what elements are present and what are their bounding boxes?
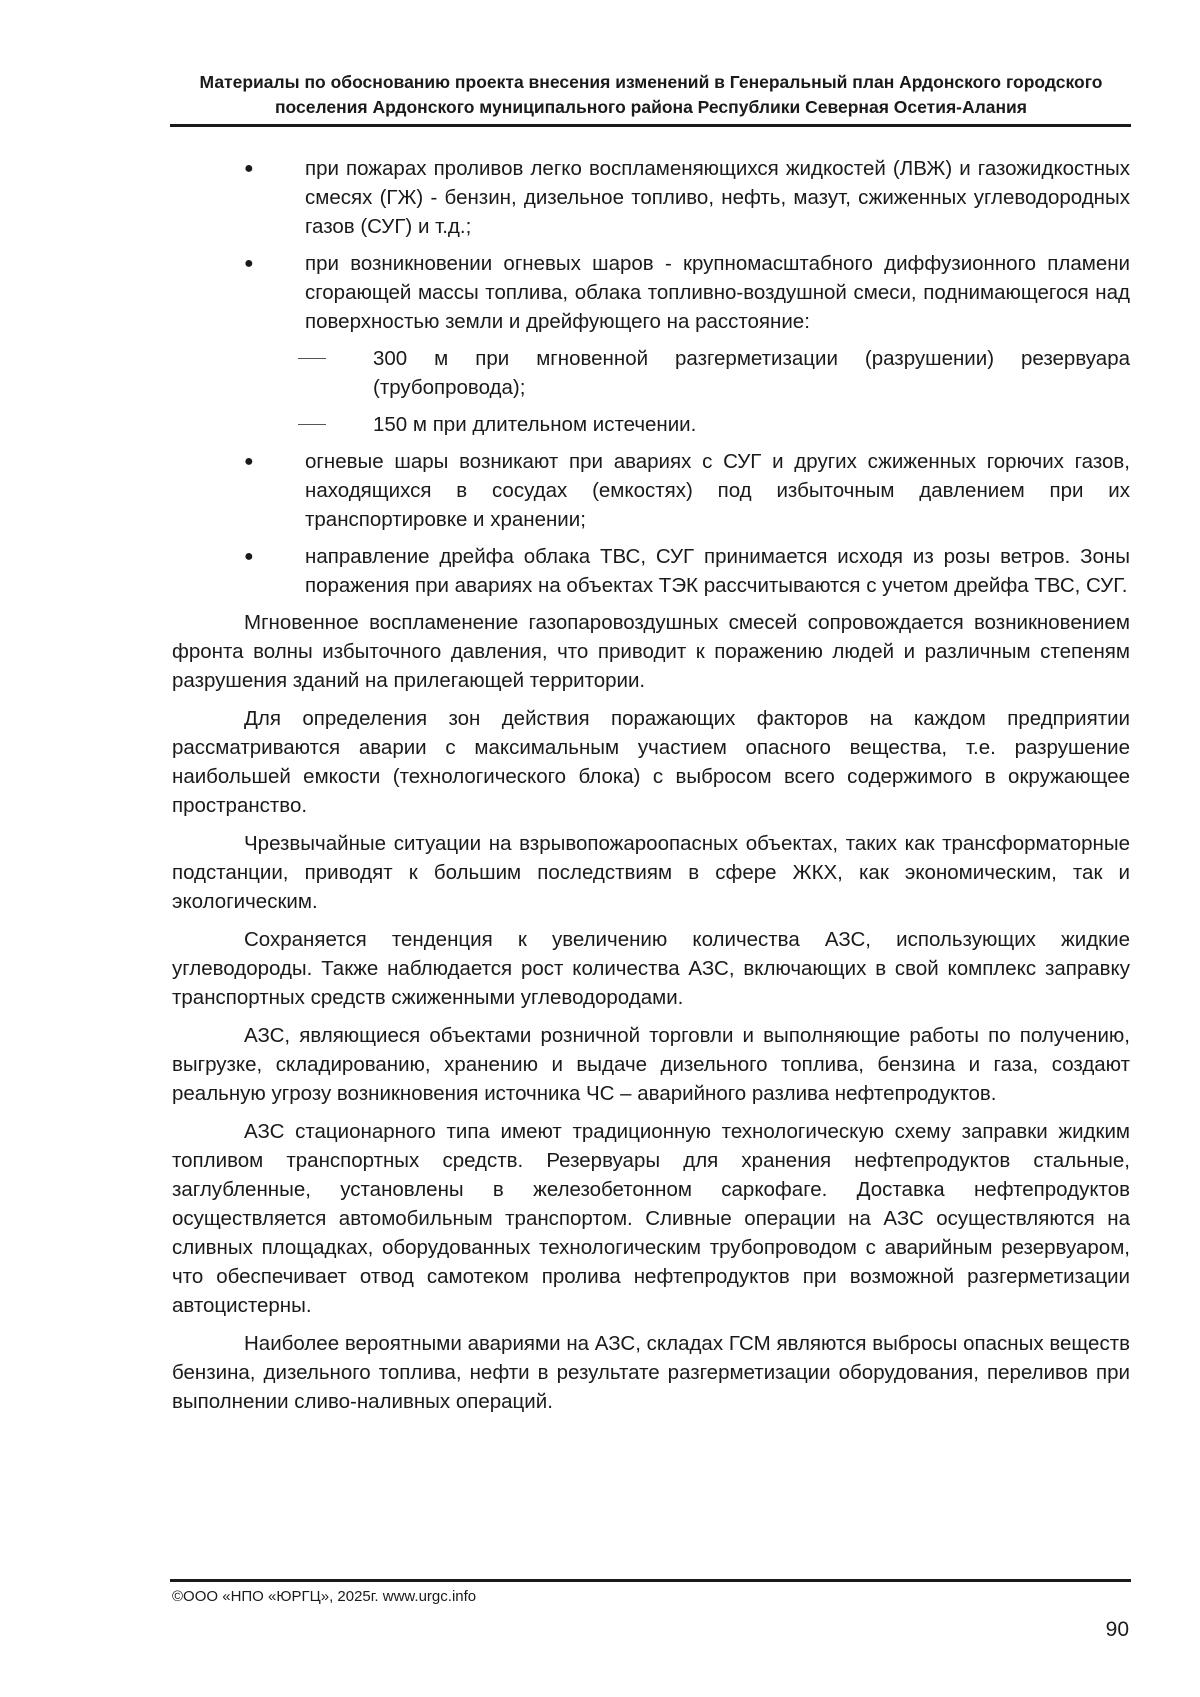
footer-divider (170, 1579, 1131, 1582)
bullet-item (172, 542, 1130, 600)
bullet-icon: ● (244, 160, 254, 177)
paragraph: Мгновенное воспламенение газопаровоздушных смесей сопровождается возникновением фронта волны избыточного давления, что приводит к поражению людей и различным степеням разрушения зданий на прилегающей территории. (172, 611, 1130, 692)
bullet-icon: ● (244, 548, 254, 565)
dash-text: 300 м при мгновенной разгерметизации (разрушении) резервуара (трубопровода); (373, 347, 1130, 399)
bullet-icon: ● (244, 453, 254, 470)
page-header (172, 70, 1130, 120)
bullet-item (172, 249, 1130, 336)
page-number: 90 (1105, 1618, 1129, 1641)
bullet-text: направление дрейфа облака ТВС, СУГ принимается исходя из розы ветров. Зоны поражения при авариях на объектах ТЭК рассчитываются с учетом дрейфа ТВС, СУГ. (305, 545, 1130, 597)
bullet-icon: ● (244, 255, 254, 272)
page-body (172, 154, 1130, 1425)
paragraph: АЗС, являющиеся объектами розничной торговли и выполняющие работы по получению, выгрузке, складированию, хранению и выдаче дизельного топлива, бензина и газа, создают реальную угрозу возникновения источника ЧС – аварийного разлива нефтепродуктов. (172, 1024, 1130, 1105)
paragraph: АЗС стационарного типа имеют традиционную технологическую схему заправки жидким топливом транспортных средств. Резервуары для хранения нефтепродуктов стальные, заглубленные, установлены в железобетонном саркофаге. Доставка нефтепродуктов осуществляется автомобильным транспортом. Сливные операции на АЗС осуществляются на сливных площадках, оборудованных технологическим трубопроводом с аварийным резервуаром, что обеспечивает отвод самотеком пролива нефтепродуктов при возможной разгерметизации автоцистерны. (172, 1120, 1130, 1317)
footer-copyright: ©ООО «НПО «ЮРГЦ», 2025г. www.urgc.info (172, 1588, 477, 1605)
paragraph: Наиболее вероятными авариями на АЗС, складах ГСМ являются выбросы опасных веществ бензина, дизельного топлива, нефти в результате разгерметизации оборудования, переливов при выполнении сливо-наливных операций. (172, 1332, 1130, 1413)
dash-icon (298, 424, 326, 425)
dash-item (172, 410, 1130, 439)
dash-icon (298, 358, 326, 359)
bullet-text: при возникновении огневых шаров - крупномасштабного диффузионного пламени сгорающей массы топлива, облака топливно-воздушной смеси, поднимающегося над поверхностью земли и дрейфующего на расстояние: (305, 252, 1130, 333)
dash-item (172, 344, 1130, 402)
header-divider (170, 124, 1131, 127)
bullet-text: при пожарах проливов легко воспламеняющихся жидкостей (ЛВЖ) и газожидкостных смесях (ГЖ) - бензин, дизельное топливо, нефть, мазут, сжиженных углеводородных газов (СУГ) и т.д.; (305, 157, 1130, 238)
header-line-2: поселения Ардонского муниципального района Республики Северная Осетия-Алания (274, 97, 1028, 117)
paragraph: Чрезвычайные ситуации на взрывопожароопасных объектах, таких как трансформаторные подстанции, приводят к большим последствиям в сфере ЖКХ, как экономическим, так и экологическим. (172, 832, 1130, 913)
dash-text: 150 м при длительном истечении. (373, 413, 697, 436)
bullet-item (172, 154, 1130, 241)
paragraph: Сохраняется тенденция к увеличению количества АЗС, использующих жидкие углеводороды. Также наблюдается рост количества АЗС, включающих в свой комплекс заправку транспортных средств сжиженными углеводородами. (172, 928, 1130, 1009)
paragraph: Для определения зон действия поражающих факторов на каждом предприятии рассматриваются аварии с максимальным участием опасного вещества, т.е. разрушение наибольшей емкости (технологического блока) с выбросом всего содержимого в окружающее пространство. (172, 707, 1130, 817)
bullet-text: огневые шары возникают при авариях с СУГ и других сжиженных горючих газов, находящихся в сосудах (емкостях) под избыточным давлением при их транспортировке и хранении; (305, 450, 1130, 531)
header-line-1: Материалы по обоснованию проекта внесения изменений в Генеральный план Ардонского городского (199, 72, 1103, 92)
bullet-item (172, 447, 1130, 534)
